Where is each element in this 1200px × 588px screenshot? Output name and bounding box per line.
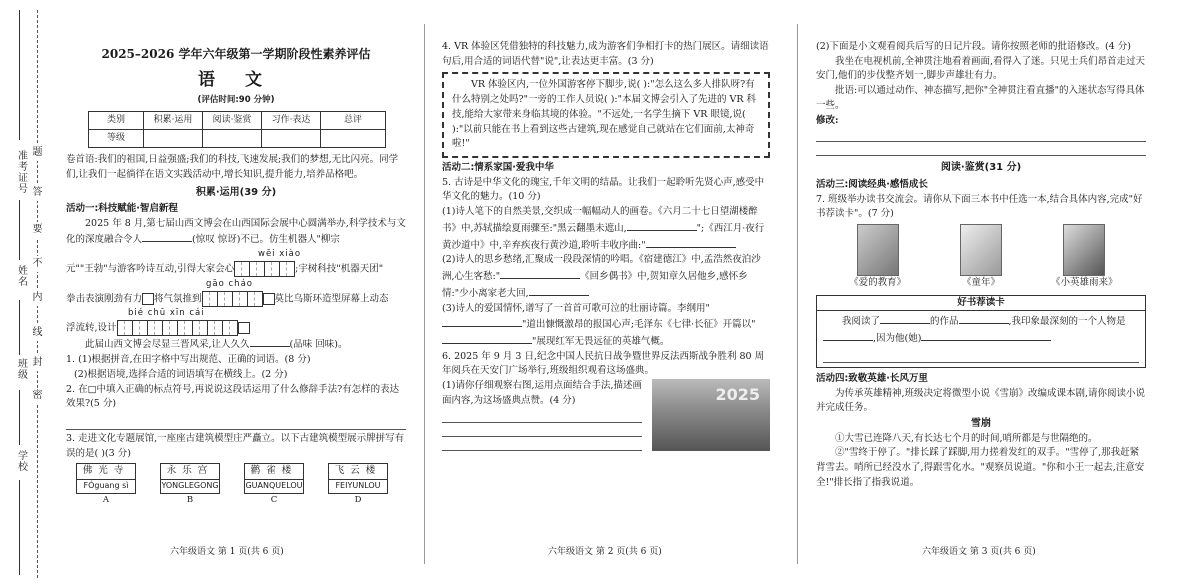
answer-blank[interactable] bbox=[442, 316, 522, 327]
question: (2)下面是小文观看阅兵后写的日记片段。请你按照老师的批语修改。(4 分) bbox=[816, 41, 1131, 52]
intro-text: 为传承英雄精神,班级决定将微型小说《雪崩》改编成课本剧,请你阅读小说并完成任务。 bbox=[816, 387, 1146, 414]
answer-blank[interactable] bbox=[959, 313, 1009, 324]
story-paragraph: ②"雪终于停了。"排长踩了踩脚,用力搓着发红的双手。"雪停了,那我赶紧背雪去。哨所已经没水了,得跟雪化水。"观察员说道。"你和小王一起去,注意安全!"排长指了指我说道。 bbox=[816, 447, 1145, 488]
paragraph bbox=[66, 320, 406, 336]
book-title: 《童年》 bbox=[961, 276, 1000, 288]
scenario-box bbox=[442, 72, 770, 158]
name-line bbox=[19, 200, 20, 260]
punctuation-box[interactable] bbox=[238, 322, 250, 334]
text: ";《西江月·夜行黄沙道中》中,辛弃疾夜行黄沙道,聆听丰收序曲:" bbox=[442, 222, 765, 251]
pinyin: wēi xiào bbox=[258, 249, 302, 260]
card-hanzi: 永乐宫 bbox=[161, 464, 219, 480]
answer-blank[interactable] bbox=[500, 268, 580, 279]
school-line bbox=[19, 390, 20, 445]
answer-line[interactable] bbox=[823, 349, 1139, 363]
exam-time: (评估时间:90 分钟) bbox=[197, 94, 275, 105]
paragraph bbox=[66, 291, 406, 307]
paragraph bbox=[66, 217, 406, 248]
activity-title: 活动四:致敬英雄·长风万里 bbox=[816, 372, 928, 384]
text: ,因为他(她) bbox=[873, 333, 922, 345]
card-pinyin: FEIYUNLOU bbox=[335, 481, 381, 491]
answer-blank[interactable] bbox=[529, 285, 589, 296]
card-c[interactable] bbox=[244, 463, 304, 506]
text: ,我印象最深刻的一个人物是 bbox=[1008, 316, 1126, 328]
preface: 卷首语:我们的祖国,日益强盛;我们的科技,飞速发展;我们的梦想,无比闪亮。同学们,让我们一起徜徉在语文实践活动中,增长知识,提升能力,培养品格吧。 bbox=[66, 154, 399, 180]
page-2 bbox=[442, 40, 770, 545]
tianzige[interactable] bbox=[202, 291, 263, 307]
card-label: D bbox=[354, 494, 362, 505]
seal-char: 内 bbox=[31, 290, 44, 306]
parade-photo bbox=[652, 379, 770, 451]
answer-line[interactable] bbox=[442, 437, 642, 451]
exam-number-label: 准考证号 bbox=[15, 150, 27, 194]
text: (2)诗人的思乡愁绪,汇聚成一段段深情的吟唱。《宿建德江》中,孟浩然夜泊沙洲,心生客愁:" bbox=[442, 254, 761, 283]
text: "展现红军无畏远征的英雄气概。 bbox=[532, 335, 670, 347]
table-header: 类别 bbox=[89, 112, 144, 130]
table-header: 总评 bbox=[321, 112, 386, 130]
card-pinyin: FÓguang sì bbox=[83, 481, 129, 491]
question: 7. 班级举办读书交流会。请你从下面三本书中任选一本,结合具体内容,完成"好书荐读卡"。(7 分) bbox=[816, 193, 1143, 220]
text: 2025 年 8 月,第七届山西文博会在山西国际会展中心圆满举办,科学技术与文化的深度融合令人 bbox=[66, 217, 406, 246]
text: 的作品 bbox=[930, 316, 959, 328]
question bbox=[442, 205, 770, 253]
card-pinyin: GUANQUELOU bbox=[245, 481, 303, 491]
paragraph bbox=[66, 336, 406, 353]
text: (1)诗人笔下的自然美景,交织成一幅幅动人的画卷。《六月二十七日望湖楼醉书》中,苏轼描绘夏雨骤至:"黑云翻墨未遮山, bbox=[442, 206, 758, 234]
grade-cell[interactable] bbox=[321, 130, 386, 148]
seal-char: 要 bbox=[31, 222, 44, 238]
tianzige[interactable] bbox=[234, 261, 295, 277]
card-title: 好书荐读卡 bbox=[817, 296, 1145, 312]
pinyin: gāo cháo bbox=[206, 278, 253, 289]
q6-area bbox=[442, 379, 770, 494]
pinyin: bié chū xīn cái bbox=[128, 307, 205, 318]
page-3 bbox=[816, 40, 1146, 545]
page-footer: 六年级语文 第 2 页(共 6 页) bbox=[548, 547, 662, 557]
book-options bbox=[826, 224, 1136, 291]
recommendation-card bbox=[816, 295, 1146, 368]
text: 元""王勃"与游客吟诗互动,引得大家会心 bbox=[66, 263, 235, 275]
text: 此届山西文博会尽显三晋风采,让人久久 bbox=[85, 339, 250, 351]
card-hanzi: 鹳雀楼 bbox=[245, 464, 303, 480]
diary-text: 我坐在电视机前,全神贯注地看着画面,看得入了迷。只见士兵们昂首走过天安门,他们的步伐整齐划一,脚步声雄壮有力。 bbox=[816, 55, 1146, 82]
text: 浮流转,设计 bbox=[66, 322, 117, 334]
card-pinyin: YONGLEGONG bbox=[161, 481, 219, 491]
text: 莫比乌斯环造型屏幕上动态 bbox=[274, 293, 389, 305]
text: 拳击表演刚劲有力 bbox=[66, 293, 143, 305]
page-footer: 六年级语文 第 1 页(共 6 页) bbox=[170, 547, 284, 557]
answer-blank[interactable] bbox=[823, 330, 873, 341]
card-b[interactable] bbox=[160, 463, 220, 506]
answer-blank[interactable] bbox=[142, 231, 192, 242]
seal-char: 线 bbox=[31, 325, 44, 341]
table-header: 积累·运用 bbox=[144, 112, 203, 130]
class-label: 班级 bbox=[15, 358, 27, 380]
question: 2. 在□中填入正确的标点符号,再说说这段话运用了什么修辞手法?有怎样的表达效果?(5 分) bbox=[66, 383, 400, 410]
question: 1. (1)根据拼音,在田字格中写出规范、正确的词语。(8 分) bbox=[66, 354, 311, 366]
card-label: A bbox=[102, 494, 110, 505]
answer-blank[interactable] bbox=[880, 313, 930, 324]
scenario-text: VR 体验区内,一位外国游客停下脚步,说( ):"怎么这么多人排队呀?有什么特别之处吗?"一旁的工作人员说( ):"本届文博会引入了先进的 VR 科技,能给大家带来身临其境的体验。"不远处,一名学生摘下 VR 眼镜,说( ):"以前只能在书上看到这些古建筑,现在感觉自己就站在它们面前,太神奇啦!" bbox=[452, 79, 757, 150]
binding-margin bbox=[0, 0, 60, 588]
card-label: C bbox=[270, 494, 278, 505]
book-option[interactable] bbox=[1044, 224, 1124, 291]
answer-line[interactable] bbox=[442, 423, 642, 437]
question: 5. 古诗是中华文化的瑰宝,千年文明的结晶。让我们一起聆听先贤心声,感受中华文化的魅力。(10 分) bbox=[442, 176, 765, 203]
book-option[interactable] bbox=[941, 224, 1021, 291]
card-hanzi: 佛光寺 bbox=[77, 464, 135, 480]
answer-line[interactable] bbox=[66, 416, 406, 430]
seal-char: 题 bbox=[31, 145, 44, 161]
card-text bbox=[817, 311, 1145, 348]
text: (3)诗人的爱国情怀,谱写了一首首可歌可泣的壮丽诗篇。李纲用" bbox=[442, 302, 710, 314]
punctuation-box[interactable] bbox=[263, 293, 275, 305]
page-divider bbox=[424, 24, 425, 564]
book-option[interactable] bbox=[838, 224, 918, 291]
seal-char: 答 bbox=[31, 185, 44, 201]
story-paragraph: ①大雪已连降八天,有长达七个月的时间,哨所都是与世隔绝的。 bbox=[835, 432, 1098, 444]
section-title: 阅读·鉴赏(31 分) bbox=[940, 162, 1022, 174]
answer-blank[interactable] bbox=[627, 220, 697, 231]
name-label: 姓名 bbox=[15, 265, 27, 287]
school-line-2 bbox=[19, 480, 20, 575]
story-title: 雪崩 bbox=[971, 418, 991, 429]
seal-char: 不 bbox=[31, 256, 44, 272]
paragraph bbox=[66, 261, 406, 277]
question bbox=[442, 302, 770, 350]
page-footer: 六年级语文 第 3 页(共 6 页) bbox=[922, 547, 1036, 557]
punctuation-box[interactable] bbox=[142, 293, 154, 305]
activity-title: 活动三:阅读经典·感悟成长 bbox=[816, 178, 928, 190]
page-1 bbox=[66, 40, 406, 545]
card-hanzi: 飞云楼 bbox=[329, 464, 387, 480]
exam-title: 2025–2026 学年六年级第一学期阶段性素养评估 bbox=[101, 47, 371, 61]
grade-cell[interactable] bbox=[144, 130, 203, 148]
book-cover bbox=[960, 224, 1002, 276]
grade-cell[interactable] bbox=[203, 130, 262, 148]
card-a[interactable] bbox=[76, 463, 136, 506]
table-row-label: 等级 bbox=[89, 130, 144, 148]
score-table bbox=[88, 111, 386, 148]
answer-line[interactable] bbox=[442, 409, 642, 423]
text: "道出慷慨激昂的报国心声;毛泽东《七律·长征》开篇以" bbox=[522, 319, 756, 331]
revise-label: 修改: bbox=[816, 114, 839, 126]
question: (2)根据语境,选择合适的词语填写在横线上。(2 分) bbox=[74, 368, 288, 380]
answer-blank[interactable] bbox=[442, 333, 532, 344]
text: 我阅读了 bbox=[842, 316, 881, 328]
book-title: 《小英雄雨来》 bbox=[1051, 276, 1118, 288]
seal-char: 密 bbox=[31, 388, 44, 404]
question: 4. VR 体验区凭借独特的科技魅力,成为游客们争相打卡的热门展区。请细读语句后,用合适的词语代替"说",让表达更丰富。(3 分) bbox=[442, 41, 769, 67]
school-label: 学校 bbox=[15, 450, 27, 472]
tianzige[interactable] bbox=[117, 320, 238, 336]
answer-blank[interactable] bbox=[250, 336, 290, 347]
text: ;宇树科技"机器天团" bbox=[295, 263, 384, 275]
book-cover bbox=[1063, 224, 1105, 276]
question bbox=[442, 253, 770, 301]
answer-blank[interactable] bbox=[921, 330, 1051, 341]
card-label: B bbox=[186, 494, 194, 505]
book-cover bbox=[857, 224, 899, 276]
text: (品味 回味)。 bbox=[289, 339, 348, 351]
text: (惊叹 惊讶)不已。仿生机器人"柳宗 bbox=[192, 234, 340, 246]
photo-year: 2025 bbox=[715, 385, 760, 405]
teacher-comment: 批语:可以通过动作、神态描写,把你"全神贯注看直播"的入迷状态写得具体一些。 bbox=[816, 85, 1145, 111]
question: 3. 走进文化专题展馆,一座座古建筑模型庄严矗立。以下古建筑模型展示牌拼写有误的是( )(3 分) bbox=[66, 432, 405, 459]
page-divider bbox=[797, 24, 798, 564]
section-title: 积累·运用(39 分) bbox=[195, 186, 277, 198]
subject-title: 语 文 bbox=[198, 69, 274, 90]
activity-title: 活动一:科技赋能·智启新程 bbox=[66, 203, 178, 215]
card-d[interactable] bbox=[328, 463, 388, 506]
question: 6. 2025 年 9 月 3 日,纪念中国人民抗日战争暨世界反法西斯战争胜利 80 周年阅兵在天安门广场举行,班级组织观看这场盛典。 bbox=[442, 350, 765, 377]
question: (1)请你仔细观察右图,运用点面结合手法,描述画面内容,为这场盛典点赞。(4 分) bbox=[442, 380, 642, 406]
text: 《回乡偶书》中,贺知章久居他乡,感怀乡情:"少小离家老大回, bbox=[442, 271, 748, 299]
answer-blank[interactable] bbox=[646, 237, 736, 248]
exam-number-line bbox=[19, 10, 20, 140]
table-header: 阅读·鉴赏 bbox=[203, 112, 262, 130]
seal-char: 封 bbox=[31, 355, 44, 371]
table-header: 习作·表达 bbox=[262, 112, 321, 130]
answer-line[interactable] bbox=[816, 142, 1146, 156]
answer-line[interactable] bbox=[816, 128, 1146, 142]
book-title: 《爱的教育》 bbox=[849, 276, 907, 288]
activity-title: 活动二:情系家国·爱我中华 bbox=[442, 162, 554, 174]
class-line bbox=[19, 300, 20, 355]
grade-cell[interactable] bbox=[262, 130, 321, 148]
model-cards bbox=[76, 463, 406, 506]
text: 将气氛推到 bbox=[154, 293, 202, 305]
